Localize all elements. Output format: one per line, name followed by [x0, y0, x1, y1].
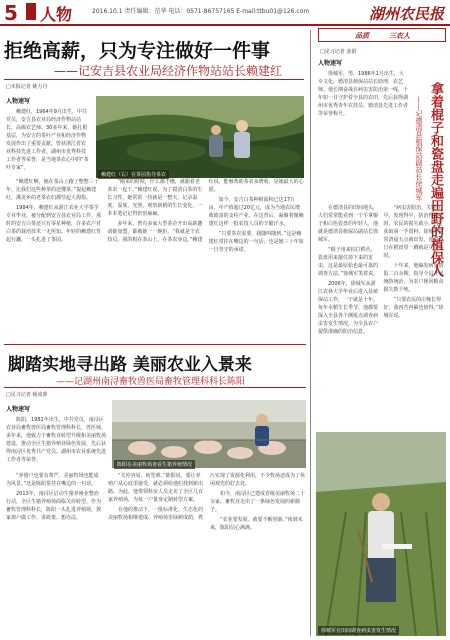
article2-paragraph: “只要农民的庄稼长得好，我再苦再累也值得。”徐城军说。 — [383, 297, 444, 319]
article1-headline: 拒绝高薪，只为专注做好一件事 — [4, 40, 271, 62]
article3-photo-caption: 陈阳在美丽牧场查看生猪养殖情况 — [114, 460, 195, 469]
article3-paragraph: 如今，南浔区已建成省级美丽牧场二十余家，畜牧业走出了一条绿色发展的新路子。 — [210, 491, 306, 513]
article1-paragraph: “只要茶农需要，我随叫随到。”这是赖建红常挂在嘴边的一句话，也是她三十年如一日坚守的承诺。 — [208, 231, 304, 253]
page-number: 5 — [4, 1, 18, 25]
article2-paragraph: “棍子用来拍打稻丛，瓷盘用来接住掉下来的害虫，这是最原始也最可靠的调查方法。”徐城军笑着说。 — [318, 247, 379, 277]
section-divider — [4, 344, 306, 345]
article3-subhead: ——记湖州南浔畜牧兽医局畜牧管理科科长陈阳 — [56, 377, 246, 387]
article3-rule — [4, 387, 306, 388]
article1-photo-caption: 赖建红（右）在茶园指导茶农 — [98, 170, 169, 179]
article2-paragraph: 十年来，他编发病虫情报二百余期，指导全县开展统防统治，为农户挽回粮食损失数千吨。 — [383, 263, 444, 293]
article2-body — [318, 204, 444, 428]
article3-paragraph: 2013年，南浔区启动生猪养殖业整治行动，全区生猪养殖场面临关停转型。作为畜牧管理科科长，陈阳一头扎进养殖场，挨家挨户做工作、讲政策、想办法。 — [6, 491, 102, 521]
article1-profile — [6, 96, 90, 174]
article2-paragraph: “病虫害防治，关键在早。发现得早，防治得及时，农民的损失就小。”为了获取第一手资料，徐城军常常清晨五点就出发，顶着烈日在稻田里一蹲就是几个小时。 — [383, 205, 444, 259]
profile-heading: 人物速写 — [6, 98, 31, 105]
profile-text: 徐城军，男，1986年1月出生，大专文化，德清县植保站站长助理，农艺师。他长期奋战在病虫害防治第一线，十年如一日守护着全县的农田，先后获得湖州市优秀青年农技员、德清县先进工作者等荣誉称号。 — [318, 71, 409, 117]
article2-subhead: ——记德清县植保站副站长徐城军 — [415, 96, 423, 201]
article3-body — [6, 472, 306, 636]
article3-headline: 脚踏实地寻出路 美丽农业入景来 — [8, 355, 252, 375]
profile-heading: 人物速写 — [6, 406, 31, 413]
column-tag-left: 品质 — [355, 32, 369, 40]
article1-byline: □本报记者 姚力丹 — [6, 84, 48, 90]
article3-paragraph: 在他的推动下，一批标准化、生态化的美丽牧场相继建成。养殖场里绿树成荫，粪污实现了资源化利用，不少牧场还成为了休闲观光的好去处。 — [108, 473, 306, 521]
article1-paragraph: 多年来，曾有多家大型茶企开出高薪邀请她加盟，都被她一一婉拒。“我就是个农技员，我的根在茶山上，在茶农身边。”赖建红说，能够帮助茶农多增收，是她最大的心愿。 — [107, 179, 304, 243]
article2-photo-caption: 徐城军在田间调查病虫害发生情况 — [318, 626, 399, 635]
article3-profile — [6, 404, 106, 466]
article3-byline: □见习记者 杨凌睿 — [6, 392, 48, 398]
field-inspection-image — [316, 432, 446, 636]
profile-text: 赖建红，1964年9月出生，中共党员，安吉县农业局经济作物站站长，高级农艺师。30多年来，她扎根基层，为安吉的茶叶产业和经济作物发展作出了重要贡献，曾获浙江省农业科技先进工作者、湖州市优秀科技工作者等荣誉，是当地茶农心中的“茶叶专家”。 — [6, 109, 89, 171]
masthead-logo: 湖州农民报 — [368, 5, 444, 23]
article1-paragraph: “赖建红啊，她在茶山上跑了整整三十年，比我们这些种茶的还懂茶。”提起赖建红，溪龙乡的老茶农们都竖起大拇指。 — [6, 179, 99, 201]
page-header — [0, 0, 450, 26]
article2-byline: □见习记者 姜娟 — [320, 49, 357, 55]
column-divider — [310, 30, 311, 636]
column-tag — [318, 28, 446, 42]
article2-paragraph: 2006年，徐城军从浙江农林大学毕业后进入县植保站工作，一干就是十年。每年水稻生长季节，他都要深入全县各个测报点调查病虫害发生情况，为全县农户提供准确的防治信息。 — [318, 281, 379, 335]
section-name: 人物 — [40, 5, 73, 24]
article1-rule — [4, 79, 304, 80]
article2-profile — [318, 58, 408, 120]
article3-paragraph: “关停容易，转型难。”陈阳说，要让养殖户从心底里接受，就必须给他们找到新出路。为此，他带领科室人员走访了全区几百家养殖场，为每一户量身定制转型方案。 — [108, 473, 204, 503]
profile-heading: 人物速写 — [318, 60, 343, 67]
article3-photo — [112, 400, 306, 468]
profile-text: 陈阳，1981年出生，中共党员，南浔区农业局畜牧兽医局畜牧管理科科长，兽医师。多年来，他致力于畜牧业转型升级和美丽牧场建设，推动全区生猪养殖业绿色发展，先后获得南浔区优秀共产党员、湖州市农业系统先进工作者等荣誉。 — [6, 417, 107, 463]
article1-body — [6, 178, 304, 338]
article2-headline: 拿着棍子和瓷盘走遍田野的植保人 — [428, 82, 443, 277]
article1-subhead: ——记安吉县农业局经济作物站站长赖建红 — [54, 64, 283, 78]
article1-paragraph: 如今，安吉白茶种植面积已达17万亩，年产值超过20亿元，成为当地农民增收致富的支柱产业。在这背后，凝聚着像赖建红这样一批农技人员的辛勤汗水。 — [208, 197, 304, 227]
pig-farm-image — [112, 400, 306, 468]
column-tag-right: 三农人 — [389, 32, 410, 40]
article3-paragraph: “农业要发展，就要不断创新。”谈到未来，陈阳信心满满。 — [210, 517, 303, 531]
article2-paragraph: 在德清县的田间地头，人们常常能看到一个手拿棍子和白色瓷盘的年轻人，他就是德清县植保站副站长徐城军。 — [318, 205, 379, 243]
tea-garden-image — [96, 96, 304, 178]
article3-paragraph: “养猪户也要有尊严，美丽牧场也能成为风景。”这是陈阳常挂在嘴边的一句话。 — [6, 473, 99, 487]
article1-paragraph: 1984年，赖建红从浙江农业大学茶学专业毕业，被分配到安吉县农业局工作。那时的安吉白茶还只有零星种植，许多农户对白茶的栽培技术一无所知。年轻的赖建红背起行囊，一头扎进了茶园。 — [6, 205, 102, 243]
issue-info: 2016.10.1 责任编辑：范华 电话：0571-86757165 E-mail:ttbu01@126.com — [92, 8, 310, 15]
article1-photo — [96, 96, 304, 178]
section-marker — [26, 3, 36, 20]
article1-paragraph: “刚来的时候，什么都不懂，就跟着老茶农一起干。”赖建红说，为了摸清白茶的生长习性，她常常一待就是一整天，记录温度、湿度、光照，观察新梢的生长变化，一本本笔记记得密密麻麻。 — [107, 179, 203, 217]
article2-photo — [316, 432, 446, 636]
